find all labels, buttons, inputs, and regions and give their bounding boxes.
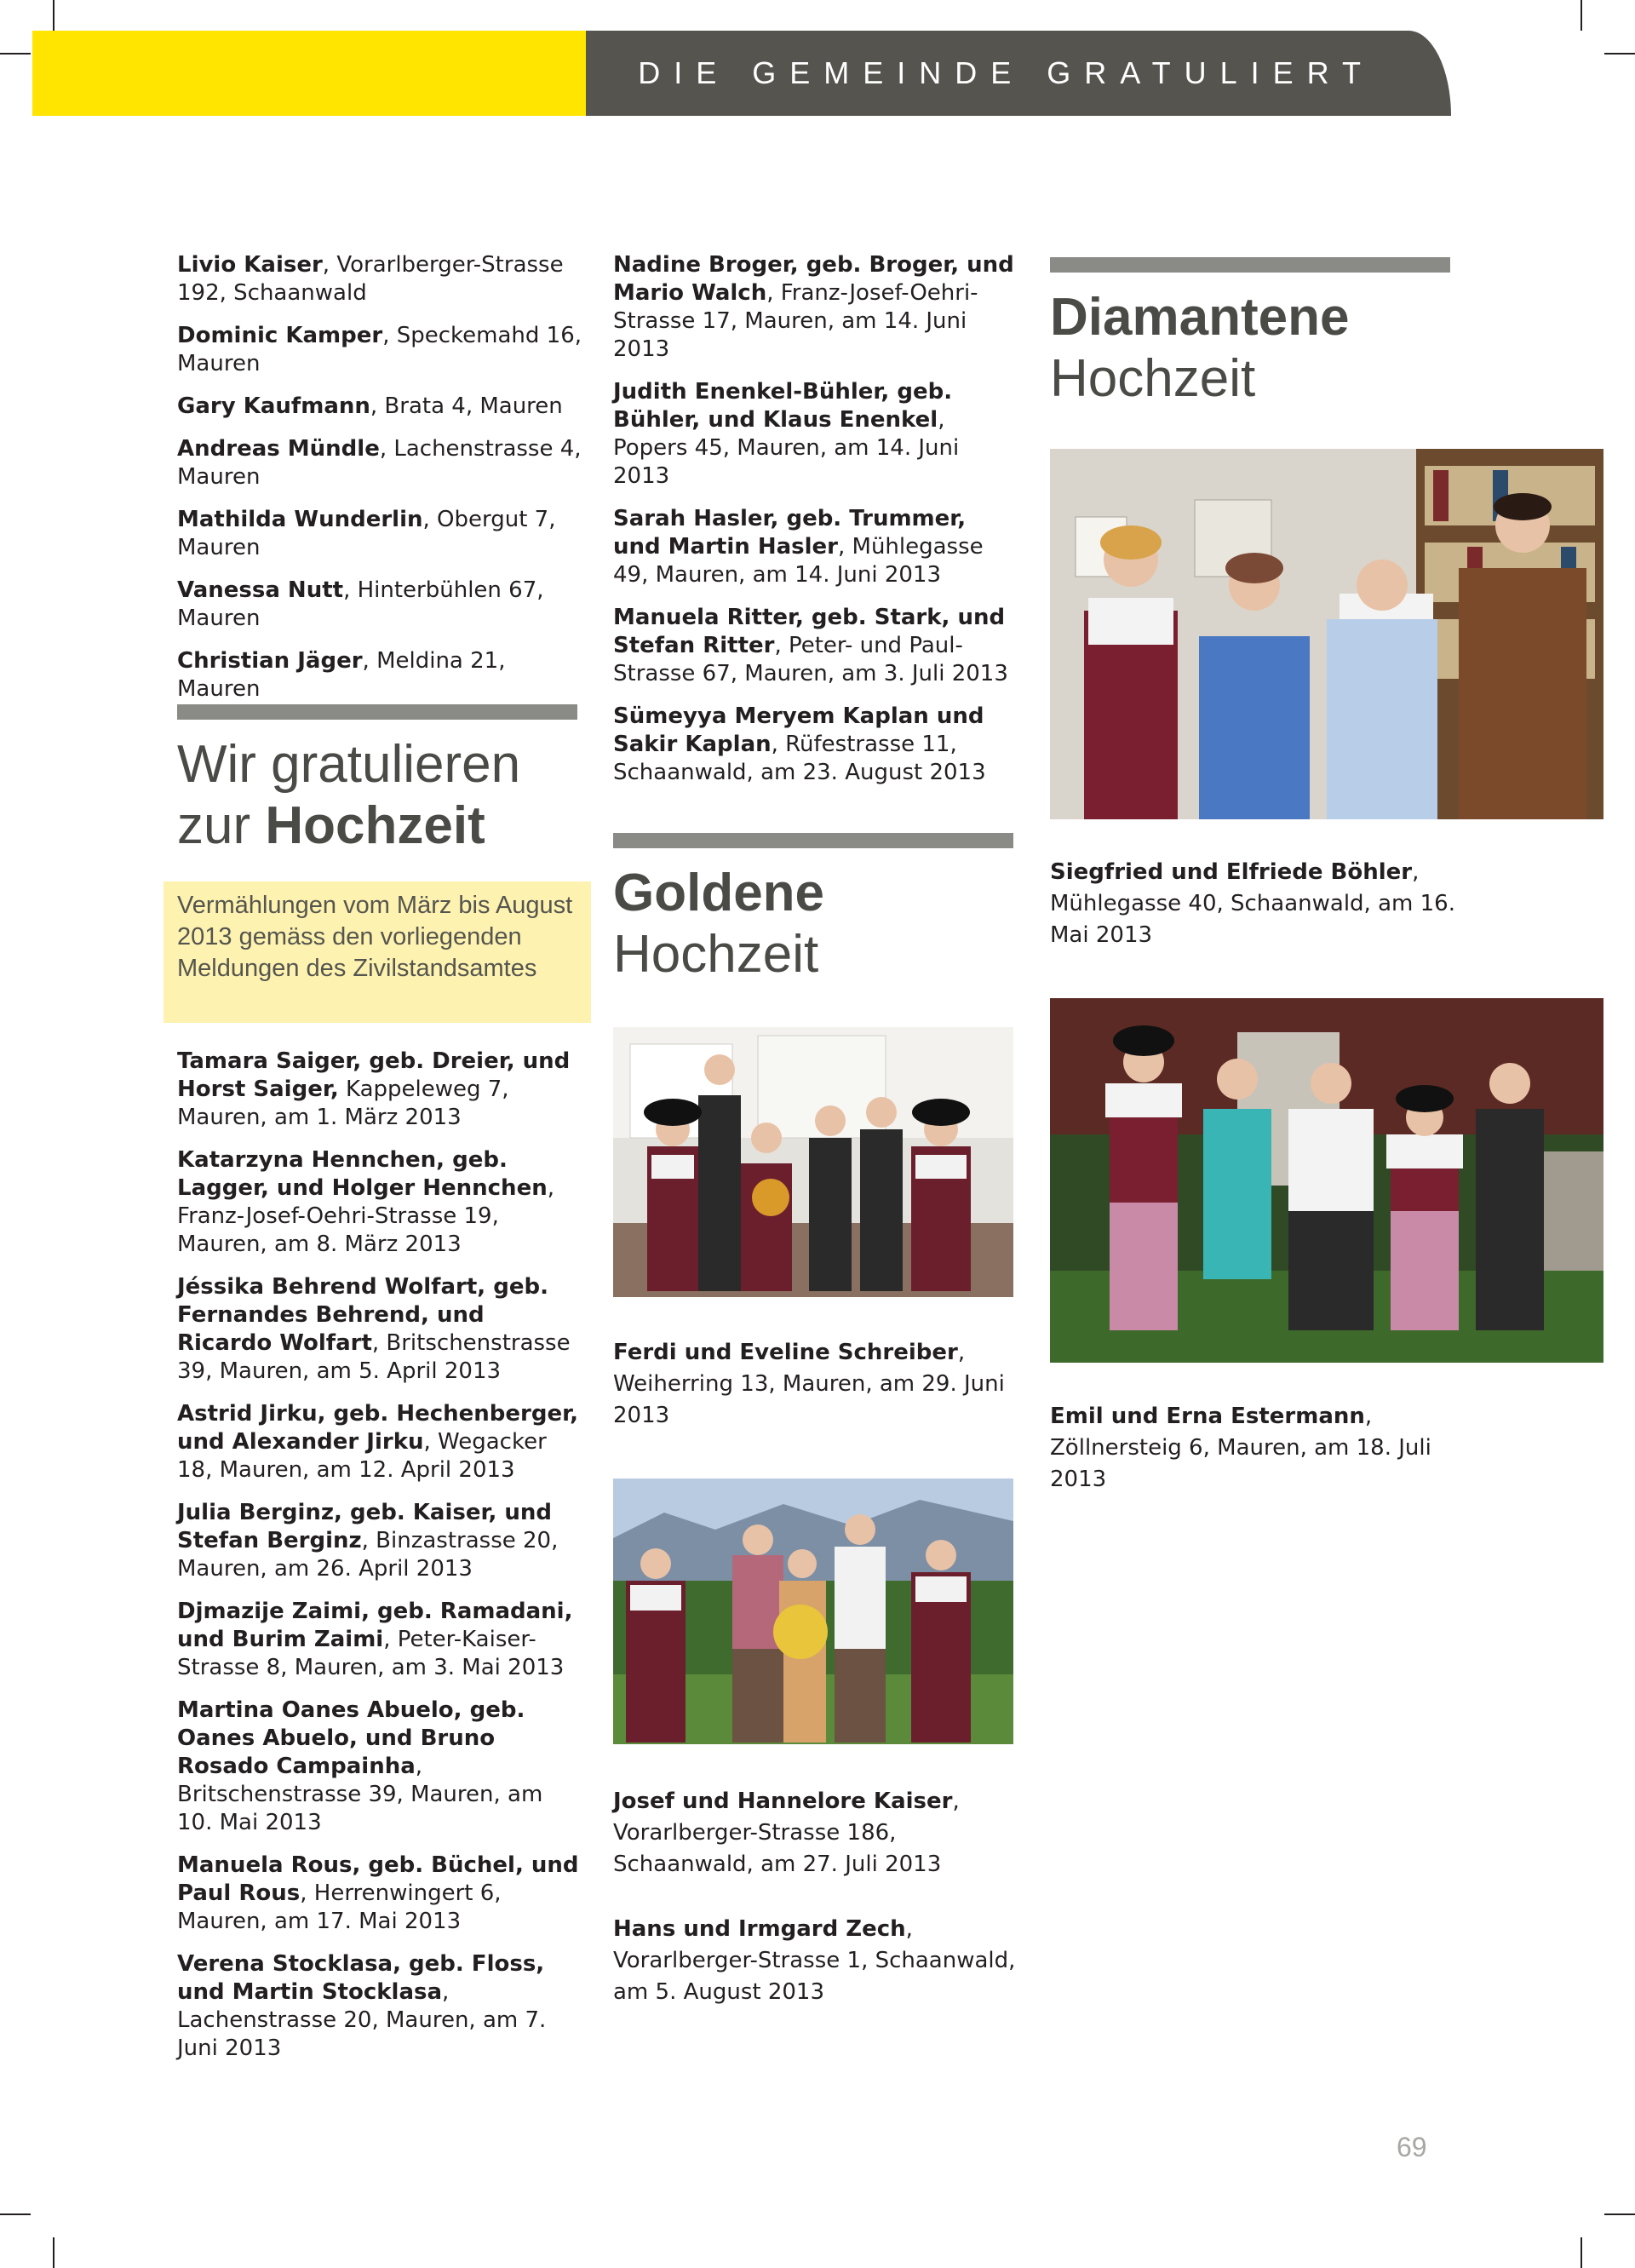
list-item: Martina Oanes Abuelo, geb. Oanes Abuelo, und Bruno Rosado Campainha, Britschenstrasse 39, Mauren, am 10. Mai 2013 <box>177 1697 543 1835</box>
list-item: Judith Enenkel-Bühler, geb. Bühler, und Klaus Enenkel, Popers 45, Mauren, am 14. Juni 2013 <box>613 379 960 489</box>
crop-mark <box>1580 2237 1582 2268</box>
crop-mark <box>1604 53 1635 55</box>
list-item: Julia Berginz, geb. Kaiser, und Stefan Berginz, Binzastrasse 20, Mauren, am 26. April 2013 <box>177 1500 559 1582</box>
photo-caption: Emil und Erna Estermann, Zöllnersteig 6, Mauren, am 18. Juli 2013 <box>1050 1404 1431 1492</box>
list-item: Tamara Saiger, geb. Dreier, und Horst Saiger, Kappeleweg 7, Mauren, am 1. März 2013 <box>177 1048 571 1130</box>
section-rule <box>1050 257 1450 273</box>
list-item: Djmazije Zaimi, geb. Ramadani, und Burim Zaimi, Peter-Kaiser-Strasse 8, Mauren, am 3. Mai 2013 <box>177 1599 573 1680</box>
crop-mark <box>1580 0 1582 31</box>
list-item: Christian Jäger, Meldina 21, Mauren <box>177 648 506 702</box>
crop-mark <box>53 0 54 31</box>
top-list <box>177 251 582 718</box>
list-item: Mathilda Wunderlin, Obergut 7, Mauren <box>177 507 556 560</box>
list-item: Vanessa Nutt, Hinterbühlen 67, Mauren <box>177 577 544 631</box>
list-item: Katarzyna Hennchen, geb. Lagger, und Holger Hennchen, Franz-Josef-Oehri-Strasse 19, Mauren, am 8. März 2013 <box>177 1147 554 1257</box>
list-item: Manuela Rous, geb. Büchel, und Paul Rous, Herrenwingert 6, Mauren, am 17. Mai 2013 <box>177 1852 579 1934</box>
list-item: Astrid Jirku, geb. Hechenberger, und Alexander Jirku, Wegacker 18, Mauren, am 12. April 2013 <box>177 1401 578 1483</box>
section-title: DIE GEMEINDE GRATULIERT <box>638 55 1374 90</box>
list-item: Sarah Hasler, geb. Trummer, und Martin Hasler, Mühlegasse 49, Mauren, am 14. Juni 2013 <box>613 506 984 588</box>
intro-box: Vermählungen vom März bis August 2013 gemäss den vorliegenden Meldungen des Zivilstandsamtes <box>164 881 591 1023</box>
wedding-list <box>177 1048 582 2077</box>
list-item: Livio Kaiser, Vorarlberger-Strasse 192, Schaanwald <box>177 252 564 306</box>
photo-caption: Hans und Irmgard Zech, Vorarlberger-Strasse 1, Schaanwald, am 5. August 2013 <box>613 1916 1016 2005</box>
list-item: Dominic Kamper, Speckemahd 16, Mauren <box>177 323 582 376</box>
list-item: Sümeyya Meryem Kaplan und Sakir Kaplan, Rüfestrasse 11, Schaanwald, am 23. August 2013 <box>613 703 986 785</box>
couple-photo <box>613 1479 1013 1744</box>
crop-mark <box>0 53 31 55</box>
page-number: 69 <box>1397 2132 1427 2162</box>
middle-list <box>613 251 1018 801</box>
photo-caption: Ferdi und Eveline Schreiber, Weiherring 13, Mauren, am 29. Juni 2013 <box>613 1340 1005 1428</box>
list-item: Verena Stocklasa, geb. Floss, und Martin Stocklasa, Lachenstrasse 20, Mauren, am 7. Juni 2013 <box>177 1951 547 2061</box>
wedding-heading: Wir gratulieren zur Hochzeit <box>177 735 521 855</box>
photo-caption: Josef und Hannelore Kaiser, Vorarlberger-Strasse 186, Schaanwald, am 27. Juli 2013 <box>613 1789 960 1877</box>
crop-mark <box>0 2213 31 2215</box>
diamond-heading: Diamantene Hochzeit <box>1050 288 1350 408</box>
crop-mark <box>53 2237 54 2268</box>
couple-photo <box>1050 998 1603 1363</box>
header-bar <box>586 31 1451 116</box>
header-yellow-block <box>32 31 586 116</box>
list-item: Andreas Mündle, Lachenstrasse 4, Mauren <box>177 436 582 490</box>
couple-photo <box>1050 449 1603 819</box>
list-item: Manuela Ritter, geb. Stark, und Stefan Ritter, Peter- und Paul-Strasse 67, Mauren, am 3. Juli 2013 <box>613 605 1008 686</box>
list-item: Jéssika Behrend Wolfart, geb. Fernandes Behrend, und Ricardo Wolfart, Britschenstrasse 39, Mauren, am 5. April 2013 <box>177 1274 571 1384</box>
section-rule <box>613 833 1013 848</box>
couple-photo <box>613 1027 1013 1297</box>
section-rule <box>177 704 577 720</box>
golden-heading: Goldene Hochzeit <box>613 864 825 984</box>
list-item: Nadine Broger, geb. Broger, und Mario Walch, Franz-Josef-Oehri-Strasse 17, Mauren, am 14. Juni 2013 <box>613 252 1014 362</box>
crop-mark <box>1604 2213 1635 2215</box>
list-item: Gary Kaufmann, Brata 4, Mauren <box>177 393 563 419</box>
photo-caption: Siegfried und Elfriede Böhler, Mühlegasse 40, Schaanwald, am 16. Mai 2013 <box>1050 859 1455 948</box>
